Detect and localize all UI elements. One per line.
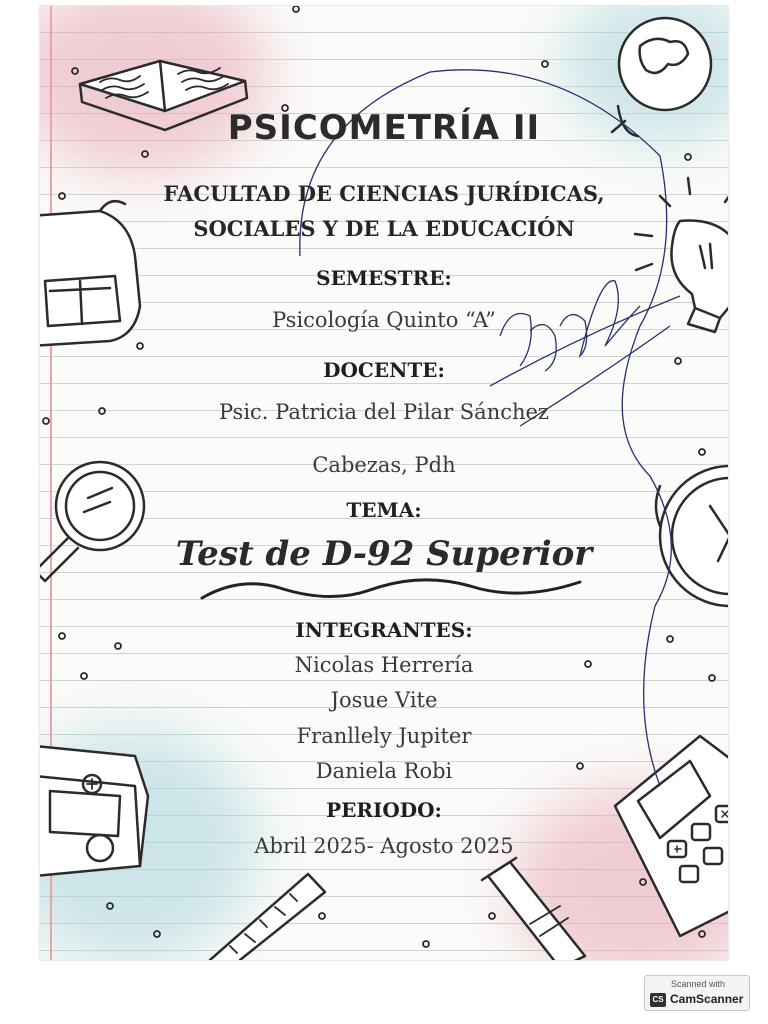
- semester-label: SEMESTRE:: [316, 266, 452, 290]
- member-name: Nicolas Herrería: [294, 653, 474, 677]
- ruler-icon: [210, 874, 325, 960]
- document-title: PSICOMETRÍA II: [227, 108, 541, 148]
- semester-value: Psicología Quinto “A”: [272, 308, 496, 332]
- faculty-line-2: SOCIALES Y DE LA EDUCACIÓN: [193, 216, 575, 241]
- topic-underline: [202, 580, 580, 598]
- scanned-caption: Scanned with: [670, 979, 726, 989]
- test-tube-icon: [482, 858, 585, 960]
- signature-stroke: [300, 70, 680, 786]
- camscanner-logo-icon: CS: [650, 993, 666, 1007]
- member-name: Josue Vite: [330, 688, 438, 712]
- period-label: PERIODO:: [326, 798, 442, 822]
- topic-label: TEMA:: [346, 498, 422, 522]
- period-value: Abril 2025- Agosto 2025: [254, 834, 514, 858]
- teacher-name-line-2: Cabezas, Pdh: [312, 453, 456, 477]
- faculty-line-1: FACULTAD DE CIENCIAS JURÍDICAS,: [163, 181, 605, 206]
- camscanner-watermark: [644, 975, 750, 1011]
- camscanner-name: CamScanner: [670, 992, 744, 1006]
- member-name: Daniela Robi: [315, 759, 453, 783]
- teacher-name-line-1: Psic. Patricia del Pilar Sánchez: [218, 400, 549, 424]
- teacher-label: DOCENTE:: [323, 358, 445, 382]
- members-label: INTEGRANTES:: [295, 618, 473, 642]
- document-page: [40, 6, 728, 960]
- member-name: Franllely Jupiter: [296, 724, 472, 748]
- topic-value: Test de D-92 Superior: [175, 534, 593, 574]
